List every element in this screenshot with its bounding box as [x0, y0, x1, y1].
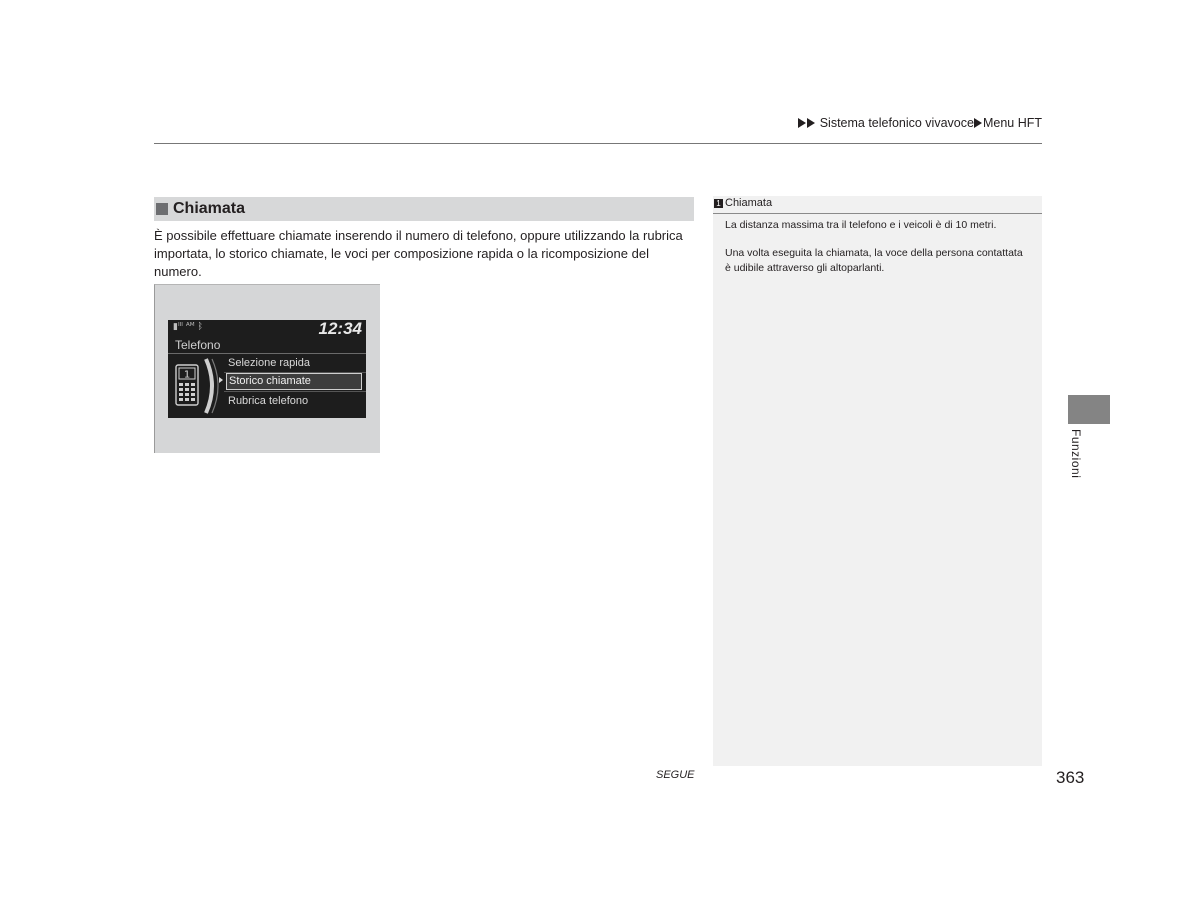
breadcrumb — [798, 116, 1042, 130]
selector-dial-arc-icon — [202, 357, 222, 415]
side-note-panel — [713, 196, 1042, 766]
note-heading — [713, 197, 1042, 214]
selection-pointer-icon — [219, 377, 223, 383]
breadcrumb-item-sistema[interactable]: Sistema telefonico vivavoce — [819, 116, 974, 130]
breadcrumb-arrow-icon — [974, 118, 982, 128]
display-title: Telefono — [175, 338, 221, 352]
menu-item-rubrica-telefono[interactable]: Rubrica telefono — [228, 395, 309, 407]
phone-icon — [175, 364, 199, 406]
section-square-icon — [156, 203, 168, 215]
chapter-tab-label: Funzioni — [1069, 429, 1083, 479]
breadcrumb-arrow-icon — [798, 118, 806, 128]
display-figure — [154, 284, 380, 453]
page-number: 363 — [1056, 768, 1085, 787]
section-title: Chiamata — [173, 200, 246, 217]
chapter-tab[interactable] — [1068, 395, 1110, 424]
display-clock: 12:34 — [318, 319, 362, 338]
note-paragraph: Una volta eseguita la chiamata, la voce della persona contattata è udibile attraverso gli altoparlanti. — [725, 247, 1023, 274]
menu-item-storico-chiamate[interactable]: Storico chiamate — [226, 373, 362, 390]
status-icons: ▮ᴵᴵᴵ ᴬᴹ ᛒ — [173, 322, 203, 332]
note-title: Chiamata — [725, 197, 773, 209]
note-paragraph: La distanza massima tra il telefono e i veicoli è di 10 metri. — [725, 219, 997, 231]
header-divider — [154, 143, 1042, 144]
section-body-text: È possibile effettuare chiamate inserendo il numero di telefono, oppure utilizzando la rubrica importata, lo storico chiamate, le voci per composizione rapida o la ricomposizione del numero. — [154, 228, 683, 279]
audio-display-screen — [168, 320, 366, 418]
breadcrumb-arrow-icon — [807, 118, 815, 128]
menu-divider — [224, 391, 366, 392]
continued-marker: SEGUE — [656, 769, 695, 781]
phone-digit: 1 — [183, 369, 191, 381]
menu-item-selezione-rapida[interactable]: Selezione rapida — [228, 357, 310, 369]
note-reference-badge: 1 — [714, 199, 723, 208]
section-header — [154, 197, 694, 221]
display-title-divider — [168, 353, 366, 354]
breadcrumb-item-menu[interactable]: Menu HFT — [982, 116, 1042, 130]
